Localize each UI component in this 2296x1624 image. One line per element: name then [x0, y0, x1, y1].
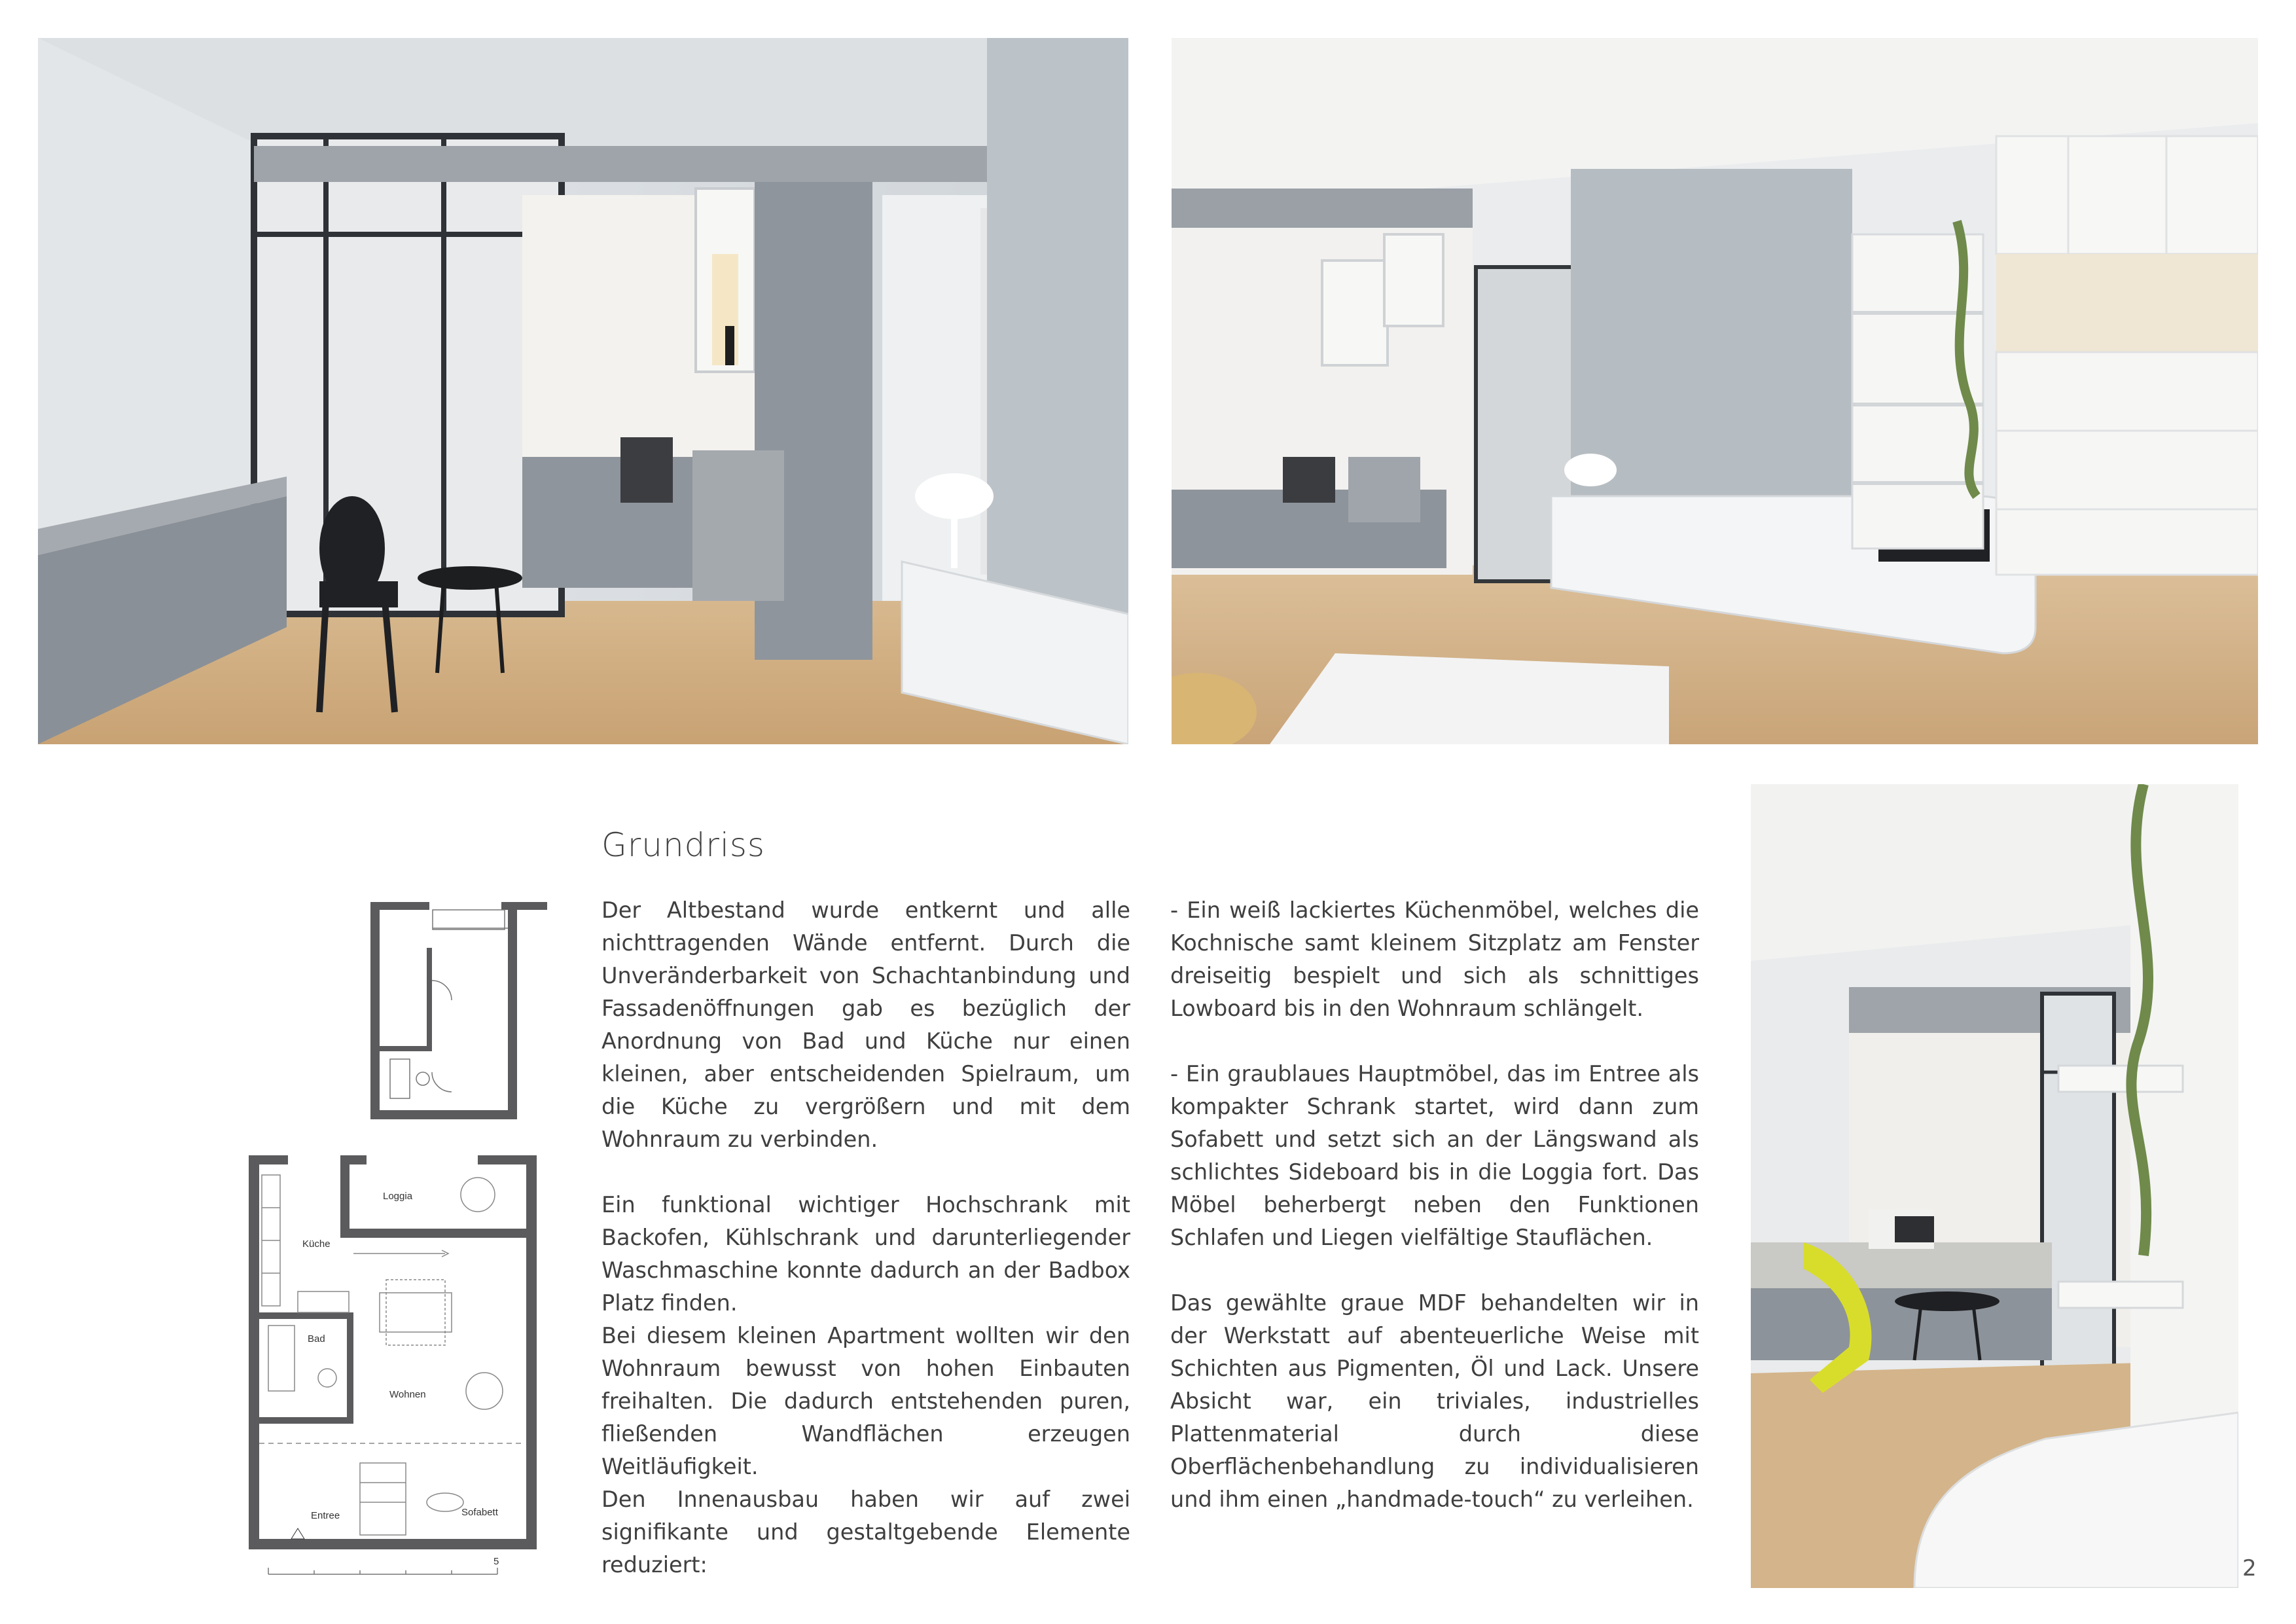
paragraph: Das gewählte graue MDF behandelten wir in der Werkstatt auf abenteuerliche Weise mit Schichten aus Pigmenten, Öl und Lack. Unsere Absicht war, ein triviales, industrielles Plattenmaterial durch diese Oberflächenbehandlung zu individualisieren und ihm einen „handmade-touch“ zu verleihen. — [1170, 1290, 1699, 1512]
room-label-loggia: Loggia — [383, 1191, 413, 1202]
room-label-kueche: Küche — [302, 1238, 331, 1250]
paragraph: Den Innenausbau haben wir auf zwei signifikante und gestaltgebende Elemente reduziert: — [601, 1487, 1130, 1578]
interior-photo-yellow-chair — [1751, 784, 2238, 1588]
paragraph: - Ein weiß lackiertes Küchenmöbel, welches die Kochnische samt kleinem Sitzplatz am Fenster dreiseitig bespielt und sich als schnittiges Lowboard bis in den Wohnraum schlängelt. — [1170, 897, 1699, 1021]
scale-label: 5 — [493, 1556, 499, 1567]
text-column-left — [601, 894, 1130, 1581]
room-label-entree: Entree — [311, 1510, 340, 1521]
page-number: 2 — [2242, 1555, 2257, 1581]
paragraph: Bei diesem kleinen Apartment wollten wir den Wohnraum bewusst von hohen Einbauten freihalten. Die dadurch entstehenden puren, fließenden Wandflächen erzeugen Weitläufigkeit. — [601, 1323, 1130, 1479]
text-column-right — [1170, 894, 1699, 1516]
floor-plan-new — [249, 1155, 537, 1587]
room-label-wohnen: Wohnen — [389, 1389, 426, 1400]
interior-photo-living-room — [38, 38, 1128, 744]
room-label-sofabett: Sofabett — [461, 1507, 498, 1518]
paragraph: Der Altbestand wurde entkernt und alle nichttragenden Wände entfernt. Durch die Unveränderbarkeit von Schachtanbindung und Fassadenöffnungen gab es bezüglich der Anordnung von Bad und Küche nur einen kleinen, aber entscheidenden Spielraum, um die Küche zu vergrößern und mit dem Wohnraum zu verbinden. — [601, 897, 1130, 1152]
section-title: Grundriss — [601, 826, 765, 864]
interior-photo-kitchen-lowboard — [1172, 38, 2258, 744]
paragraph: Ein funktional wichtiger Hochschrank mit Backofen, Kühlschrank und darunterliegender Waschmaschine konnte dadurch an der Badbox Platz finden. — [601, 1192, 1130, 1316]
room-label-bad: Bad — [308, 1333, 325, 1344]
floor-plan-existing — [370, 902, 547, 1121]
paragraph: - Ein graublaues Hauptmöbel, das im Entree als kompakter Schrank startet, wird dann zum Sofabett und setzt sich an der Längswand als schlichtes Sideboard bis in die Loggia fort. Das Möbel beherbergt neben den Funktionen Schlafen und Liegen vielfältige Stauflächen. — [1170, 1061, 1699, 1250]
